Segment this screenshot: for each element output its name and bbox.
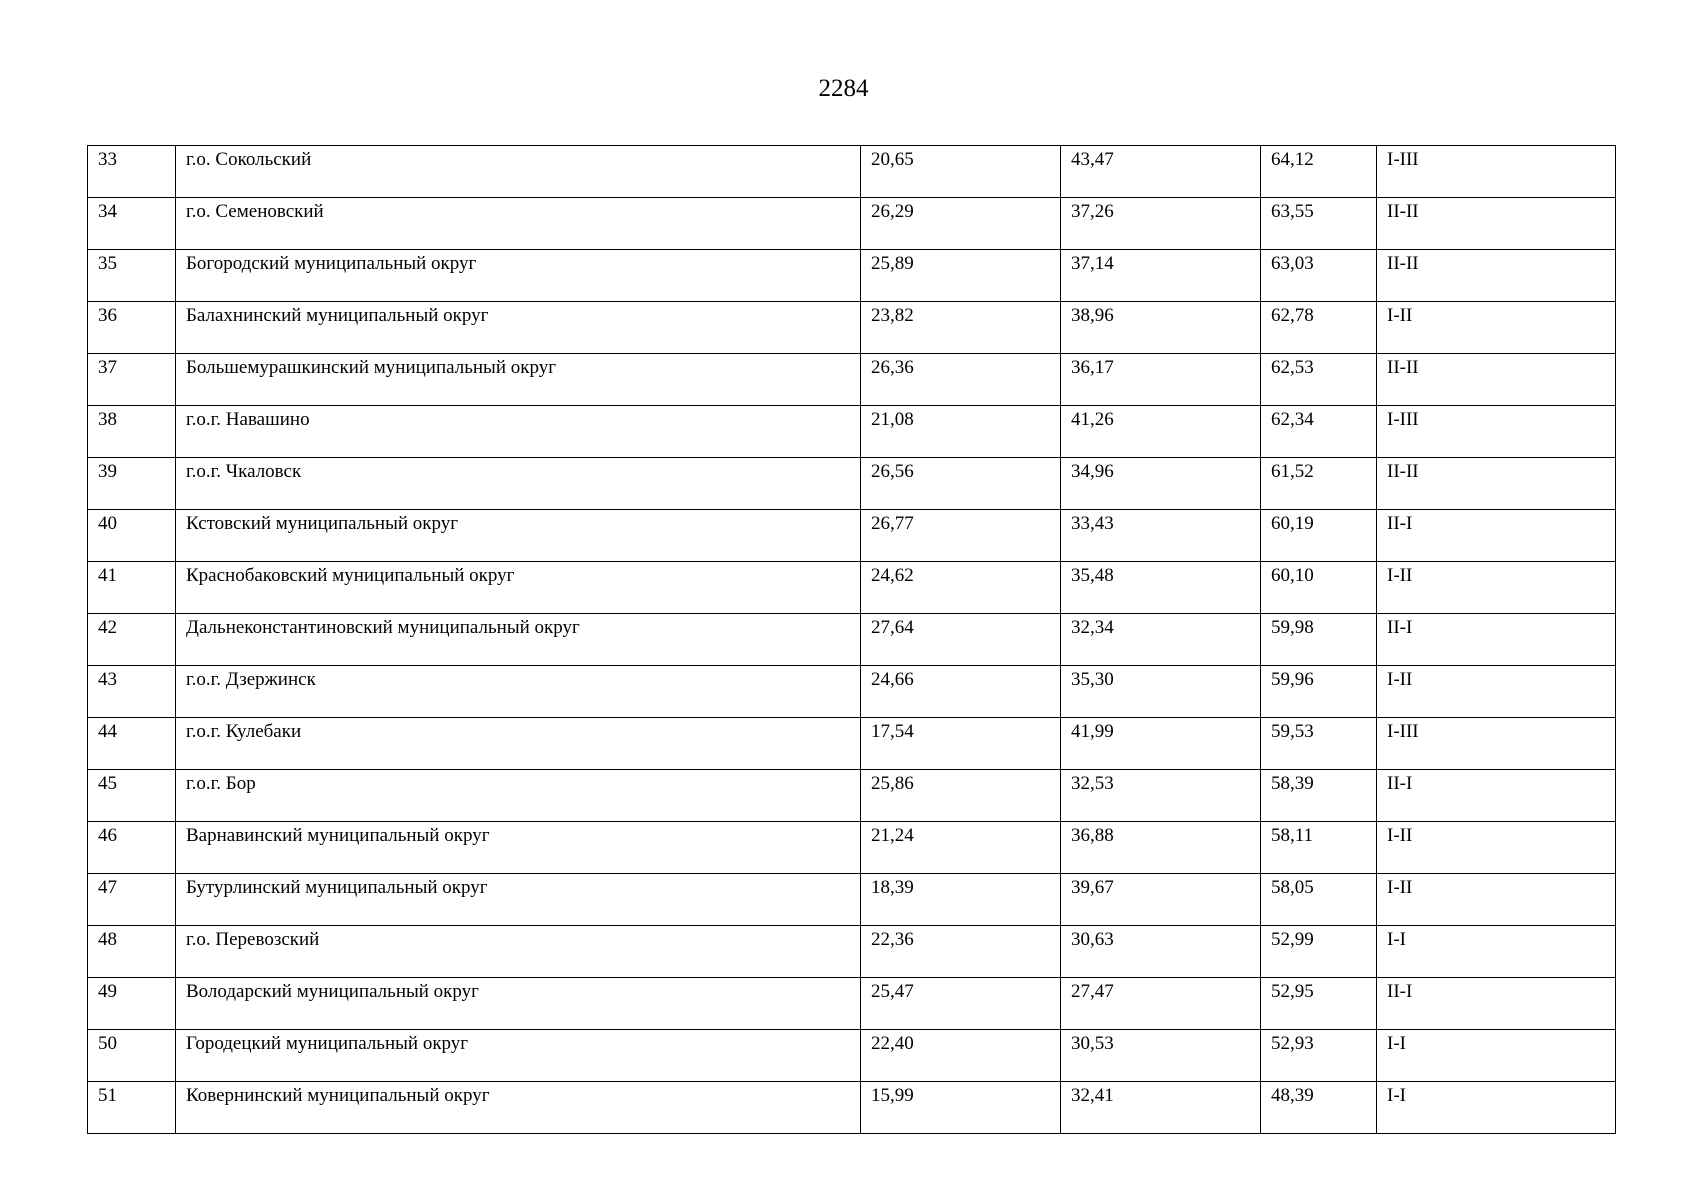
- table-row: [88, 562, 1616, 614]
- cell-score-b: 36,17: [1061, 354, 1261, 406]
- cell-municipality: г.о.г. Дзержинск: [176, 666, 861, 718]
- cell-group: I-II: [1377, 874, 1616, 926]
- table-row: [88, 146, 1616, 198]
- cell-total: 62,34: [1261, 406, 1377, 458]
- cell-score-b: 30,63: [1061, 926, 1261, 978]
- cell-municipality: г.о. Перевозский: [176, 926, 861, 978]
- cell-group: I-III: [1377, 406, 1616, 458]
- cell-number: 38: [88, 406, 176, 458]
- cell-number: 35: [88, 250, 176, 302]
- cell-group: I-II: [1377, 822, 1616, 874]
- table-row: [88, 614, 1616, 666]
- cell-score-b: 30,53: [1061, 1030, 1261, 1082]
- cell-score-a: 23,82: [861, 302, 1061, 354]
- cell-total: 63,03: [1261, 250, 1377, 302]
- cell-municipality: Балахнинский муниципальный округ: [176, 302, 861, 354]
- table-row: [88, 250, 1616, 302]
- cell-group: II-I: [1377, 510, 1616, 562]
- cell-total: 58,39: [1261, 770, 1377, 822]
- cell-municipality: г.о. Сокольский: [176, 146, 861, 198]
- cell-score-b: 27,47: [1061, 978, 1261, 1030]
- cell-score-a: 24,62: [861, 562, 1061, 614]
- cell-total: 59,96: [1261, 666, 1377, 718]
- table-row: [88, 510, 1616, 562]
- cell-group: I-III: [1377, 146, 1616, 198]
- cell-total: 58,05: [1261, 874, 1377, 926]
- cell-municipality: Дальнеконстантиновский муниципальный округ: [176, 614, 861, 666]
- cell-score-a: 17,54: [861, 718, 1061, 770]
- cell-total: 58,11: [1261, 822, 1377, 874]
- cell-group: II-II: [1377, 198, 1616, 250]
- cell-number: 42: [88, 614, 176, 666]
- cell-total: 60,10: [1261, 562, 1377, 614]
- cell-number: 37: [88, 354, 176, 406]
- cell-total: 60,19: [1261, 510, 1377, 562]
- cell-score-b: 34,96: [1061, 458, 1261, 510]
- cell-group: I-III: [1377, 718, 1616, 770]
- cell-score-b: 37,26: [1061, 198, 1261, 250]
- cell-score-b: 33,43: [1061, 510, 1261, 562]
- cell-group: I-I: [1377, 926, 1616, 978]
- cell-group: I-I: [1377, 1082, 1616, 1134]
- cell-total: 48,39: [1261, 1082, 1377, 1134]
- cell-number: 39: [88, 458, 176, 510]
- cell-group: II-II: [1377, 250, 1616, 302]
- cell-number: 44: [88, 718, 176, 770]
- cell-number: 36: [88, 302, 176, 354]
- page-number: 2284: [818, 75, 869, 102]
- cell-score-b: 37,14: [1061, 250, 1261, 302]
- cell-score-a: 22,40: [861, 1030, 1061, 1082]
- cell-municipality: г.о.г. Навашино: [176, 406, 861, 458]
- cell-municipality: Ковернинский муниципальный округ: [176, 1082, 861, 1134]
- cell-municipality: Большемурашкинский муниципальный округ: [176, 354, 861, 406]
- cell-score-a: 26,77: [861, 510, 1061, 562]
- cell-number: 41: [88, 562, 176, 614]
- cell-score-b: 43,47: [1061, 146, 1261, 198]
- cell-group: I-II: [1377, 666, 1616, 718]
- table-row: [88, 874, 1616, 926]
- cell-total: 52,93: [1261, 1030, 1377, 1082]
- cell-number: 47: [88, 874, 176, 926]
- cell-score-a: 26,36: [861, 354, 1061, 406]
- cell-group: II-I: [1377, 614, 1616, 666]
- cell-number: 49: [88, 978, 176, 1030]
- cell-municipality: г.о.г. Кулебаки: [176, 718, 861, 770]
- table-row: [88, 978, 1616, 1030]
- cell-municipality: г.о.г. Чкаловск: [176, 458, 861, 510]
- cell-group: I-II: [1377, 302, 1616, 354]
- rating-table-body: [88, 146, 1616, 1134]
- cell-score-a: 22,36: [861, 926, 1061, 978]
- cell-score-b: 41,99: [1061, 718, 1261, 770]
- table-row: [88, 770, 1616, 822]
- cell-score-a: 27,64: [861, 614, 1061, 666]
- cell-score-a: 25,47: [861, 978, 1061, 1030]
- cell-number: 33: [88, 146, 176, 198]
- cell-number: 34: [88, 198, 176, 250]
- cell-score-a: 24,66: [861, 666, 1061, 718]
- table-row: [88, 822, 1616, 874]
- cell-total: 62,78: [1261, 302, 1377, 354]
- cell-municipality: Бутурлинский муниципальный округ: [176, 874, 861, 926]
- cell-score-a: 18,39: [861, 874, 1061, 926]
- cell-score-a: 25,86: [861, 770, 1061, 822]
- cell-municipality: г.о. Семеновский: [176, 198, 861, 250]
- table-row: [88, 406, 1616, 458]
- cell-number: 43: [88, 666, 176, 718]
- cell-score-a: 21,24: [861, 822, 1061, 874]
- cell-number: 45: [88, 770, 176, 822]
- cell-total: 52,99: [1261, 926, 1377, 978]
- cell-score-a: 21,08: [861, 406, 1061, 458]
- cell-total: 61,52: [1261, 458, 1377, 510]
- cell-score-b: 39,67: [1061, 874, 1261, 926]
- table-row: [88, 198, 1616, 250]
- cell-score-a: 25,89: [861, 250, 1061, 302]
- cell-group: I-I: [1377, 1030, 1616, 1082]
- cell-total: 63,55: [1261, 198, 1377, 250]
- cell-group: II-II: [1377, 354, 1616, 406]
- table-row: [88, 718, 1616, 770]
- cell-score-b: 35,30: [1061, 666, 1261, 718]
- cell-number: 40: [88, 510, 176, 562]
- cell-municipality: Володарский муниципальный округ: [176, 978, 861, 1030]
- cell-score-b: 38,96: [1061, 302, 1261, 354]
- cell-municipality: Городецкий муниципальный округ: [176, 1030, 861, 1082]
- cell-score-b: 35,48: [1061, 562, 1261, 614]
- cell-total: 59,53: [1261, 718, 1377, 770]
- table-row: [88, 1030, 1616, 1082]
- cell-group: II-I: [1377, 978, 1616, 1030]
- cell-score-b: 32,53: [1061, 770, 1261, 822]
- rating-table: [87, 145, 1616, 1134]
- cell-municipality: г.о.г. Бор: [176, 770, 861, 822]
- cell-number: 46: [88, 822, 176, 874]
- cell-group: I-II: [1377, 562, 1616, 614]
- cell-group: II-I: [1377, 770, 1616, 822]
- cell-score-a: 26,29: [861, 198, 1061, 250]
- cell-score-a: 26,56: [861, 458, 1061, 510]
- cell-score-b: 32,34: [1061, 614, 1261, 666]
- cell-total: 62,53: [1261, 354, 1377, 406]
- cell-score-b: 41,26: [1061, 406, 1261, 458]
- cell-total: 64,12: [1261, 146, 1377, 198]
- cell-score-a: 15,99: [861, 1082, 1061, 1134]
- cell-group: II-II: [1377, 458, 1616, 510]
- cell-municipality: Богородский муниципальный округ: [176, 250, 861, 302]
- cell-number: 50: [88, 1030, 176, 1082]
- cell-number: 48: [88, 926, 176, 978]
- cell-municipality: Варнавинский муниципальный округ: [176, 822, 861, 874]
- cell-score-b: 36,88: [1061, 822, 1261, 874]
- table-row: [88, 302, 1616, 354]
- cell-score-a: 20,65: [861, 146, 1061, 198]
- table-row: [88, 666, 1616, 718]
- cell-municipality: Краснобаковский муниципальный округ: [176, 562, 861, 614]
- cell-number: 51: [88, 1082, 176, 1134]
- cell-total: 52,95: [1261, 978, 1377, 1030]
- cell-score-b: 32,41: [1061, 1082, 1261, 1134]
- table-row: [88, 354, 1616, 406]
- table-row: [88, 458, 1616, 510]
- cell-municipality: Кстовский муниципальный округ: [176, 510, 861, 562]
- table-row: [88, 1082, 1616, 1134]
- cell-total: 59,98: [1261, 614, 1377, 666]
- table-row: [88, 926, 1616, 978]
